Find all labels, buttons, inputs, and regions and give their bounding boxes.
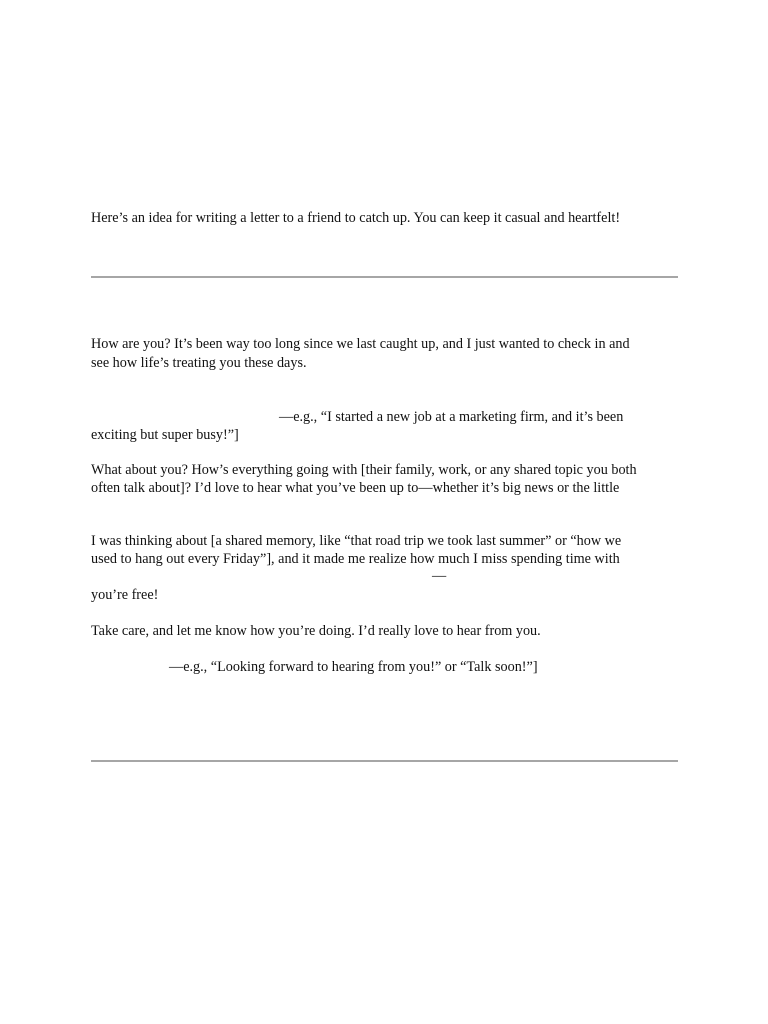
- signoff-text: —e.g., “Looking forward to hearing from you!” or “Talk soon!”]: [169, 659, 538, 675]
- top-divider: [91, 276, 678, 278]
- paragraph-4-line-2: used to hang out every Friday”], and it made me realize how much I miss spending time with: [91, 551, 620, 567]
- paragraph-2-line-2: exciting but super busy!”]: [91, 427, 239, 443]
- bottom-divider: [91, 760, 678, 762]
- paragraph-4-line-4: you’re free!: [91, 587, 159, 603]
- paragraph-1-line-1: How are you? It’s been way too long since we last caught up, and I just wanted to check in and: [91, 336, 630, 352]
- paragraph-3-line-2: often talk about]? I’d love to hear what you’ve been up to—whether it’s big news or the little: [91, 480, 620, 496]
- paragraph-1-line-2: see how life’s treating you these days.: [91, 355, 307, 371]
- paragraph-5-text: Take care, and let me know how you’re doing. I’d really love to hear from you.: [91, 623, 541, 639]
- paragraph-4-line-1: I was thinking about [a shared memory, like “that road trip we took last summer” or “how we: [91, 533, 622, 549]
- paragraph-2-line-1: —e.g., “I started a new job at a marketing firm, and it’s been: [279, 409, 624, 425]
- intro-text: Here’s an idea for writing a letter to a friend to catch up. You can keep it casual and heartfelt!: [91, 210, 621, 226]
- paragraph-3-line-1: What about you? How’s everything going with [their family, work, or any shared topic you both: [91, 462, 637, 478]
- paragraph-4-dash: —: [432, 568, 447, 584]
